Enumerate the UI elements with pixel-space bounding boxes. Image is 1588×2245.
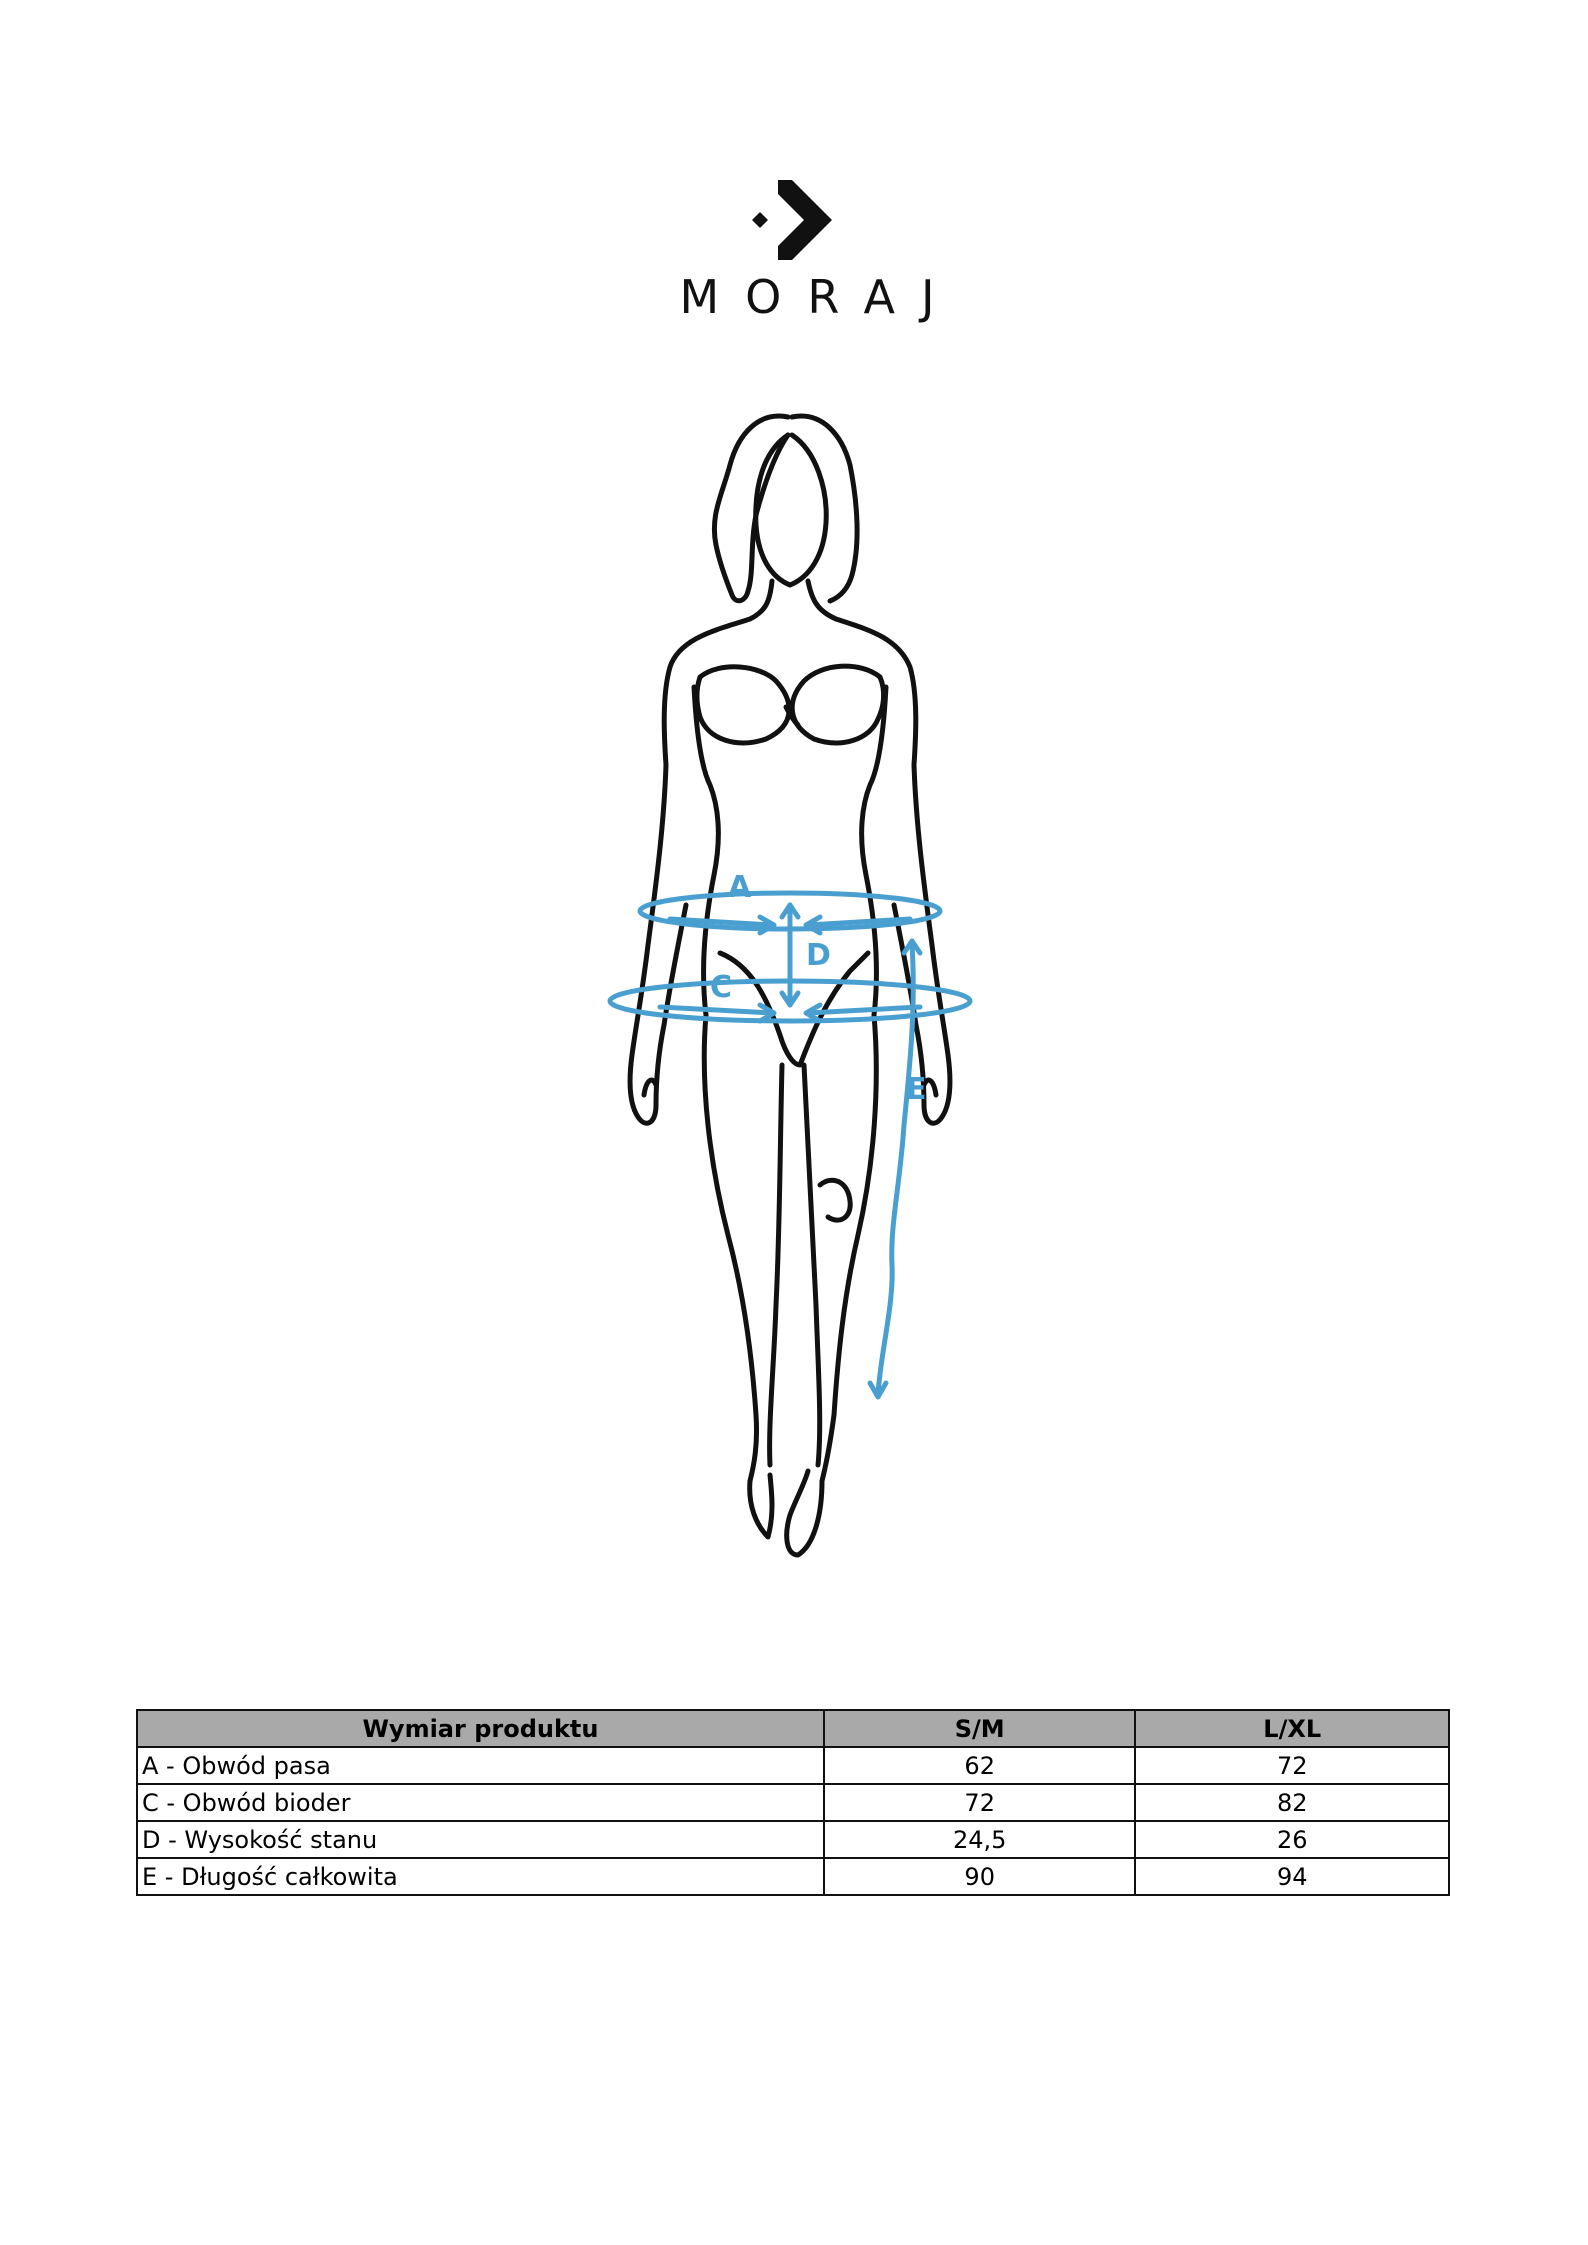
- brand-name: MORAJ: [679, 270, 961, 324]
- row-label: C - Obwód bioder: [137, 1784, 824, 1821]
- table-header-row: [137, 1710, 1449, 1747]
- row-label: E - Długość całkowita: [137, 1858, 824, 1895]
- marker-d: D: [806, 938, 831, 973]
- row-value-lxl: 72: [1135, 1747, 1449, 1784]
- header-dimension: Wymiar produktu: [137, 1710, 824, 1747]
- row-value-sm: 24,5: [824, 1821, 1136, 1858]
- marker-e: E: [906, 1072, 927, 1107]
- table-row: [137, 1747, 1449, 1784]
- marker-c: C: [710, 970, 733, 1005]
- moraj-logo-icon: [740, 180, 840, 260]
- size-table: [136, 1709, 1450, 1896]
- row-value-lxl: 94: [1135, 1858, 1449, 1895]
- row-value-sm: 62: [824, 1747, 1136, 1784]
- female-body-silhouette-icon: [560, 405, 1020, 1585]
- row-value-lxl: 82: [1135, 1784, 1449, 1821]
- table-row: [137, 1858, 1449, 1895]
- row-label: A - Obwód pasa: [137, 1747, 824, 1784]
- row-value-lxl: 26: [1135, 1821, 1449, 1858]
- header-sm: S/M: [824, 1710, 1136, 1747]
- row-value-sm: 72: [824, 1784, 1136, 1821]
- table-row: [137, 1784, 1449, 1821]
- row-label: D - Wysokość stanu: [137, 1821, 824, 1858]
- marker-a: A: [728, 870, 752, 905]
- brand-logo: [0, 150, 1588, 324]
- row-value-sm: 90: [824, 1858, 1136, 1895]
- header-lxl: L/XL: [1135, 1710, 1449, 1747]
- table-row: [137, 1821, 1449, 1858]
